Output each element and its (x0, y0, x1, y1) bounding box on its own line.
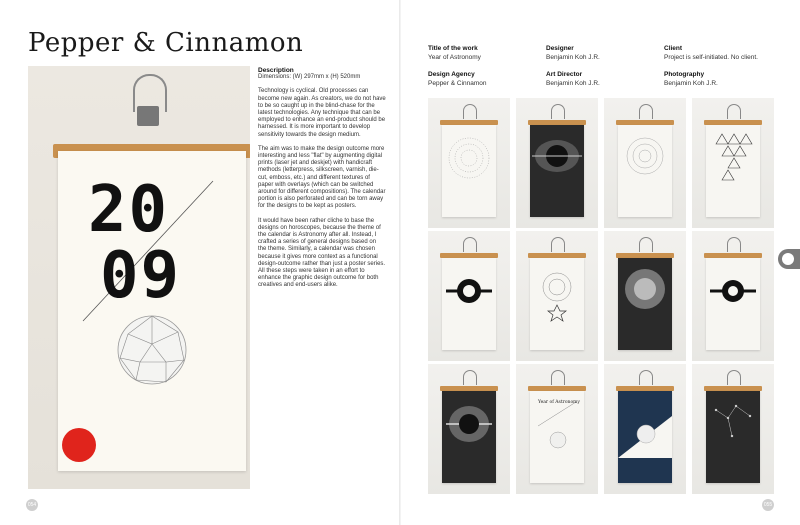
meta-photography (664, 70, 718, 88)
hanger-hook-icon (551, 104, 565, 119)
year-of-astronomy-cover (530, 396, 584, 458)
ringed-planet-art (442, 263, 496, 325)
poster-thumbnail (516, 98, 598, 228)
meta-label: Photography (664, 71, 705, 78)
hanger-hook-icon (463, 370, 477, 385)
page-title: Pepper & Cinnamon (28, 28, 304, 58)
hanger-hook-icon (551, 237, 565, 252)
hanger-hook-icon (727, 237, 741, 252)
hanger-hook-icon (727, 104, 741, 119)
geodesic-sphere-icon (116, 314, 188, 386)
year-digits-bottom: 09 (100, 239, 182, 313)
meta-client (664, 44, 758, 62)
meta-label: Designer (546, 45, 574, 52)
poster-thumbnail (428, 231, 510, 361)
description-paragraph: It would have been rather cliche to base the designs on horoscopes, because the theme of the calendar is Astronomy after all. Instead, I crafted a series of general designs based on the theme. Similarly, a calendar was chosen because it gives more context as a functional design-outcome rather than just a poster series. All these steps were taken in an effort to enhance the graphic design outcome for both creatives and end-users alike. (258, 217, 386, 289)
year-digits-top: 20 (88, 173, 170, 247)
poster-thumbnail (604, 98, 686, 228)
dimensions-text: Dimensions: (W) 297mm x (H) 520mm (258, 74, 361, 81)
meta-agency (428, 70, 487, 88)
meta-art-director (546, 70, 600, 88)
hanger-hook-icon (463, 104, 477, 119)
description-paragraph: The aim was to make the design outcome more interesting and less "flat" by augmenting digital prints (laser jet and deskjet) with handicraft methods (letterpress, silkscreen, varnish, die-cut, emboss, etc.) and different textures of paper with overlays (which can be switched around for different compositions). The calendar portion is also perforated and can be torn away for the designs to be kept as posters. (258, 145, 386, 210)
meta-value: Benjamin Koh J.R. (546, 54, 600, 61)
hanger-hook-icon (639, 237, 653, 252)
poster-thumbnail (692, 231, 774, 361)
dark-planet-art (530, 130, 584, 192)
poster-thumbnail (516, 364, 598, 494)
star-orbit-art (530, 263, 584, 325)
meta-title (428, 44, 481, 62)
description-paragraph: Technology is cyclical. Old processes can become new again. As creators, we do not have to be so caught up in the blind-chase for the latest technologies. Any technique that can be employed to enhance an end-product should be harnessed. It is more important to develop sensitivity towards the design medium. (258, 88, 386, 138)
description-heading: Description (258, 67, 294, 74)
hanger-hook-icon (727, 370, 741, 385)
constellation-art (706, 396, 760, 458)
hanger-hook-icon (639, 104, 653, 119)
hanger-hook-icon (551, 370, 565, 385)
poster-caption: Year of Astronomy (538, 400, 580, 405)
glow-art (618, 263, 672, 325)
poster-grid (428, 98, 773, 494)
meta-label: Title of the work (428, 45, 478, 52)
hero-photo (28, 66, 250, 489)
meta-label: Client (664, 45, 683, 52)
meta-label: Art Director (546, 71, 583, 78)
poster-thumbnail (428, 98, 510, 228)
dotted-orbit-art (442, 130, 496, 192)
meta-value: Year of Astronomy (428, 54, 481, 61)
section-tab (778, 249, 800, 269)
poster-thumbnail (692, 98, 774, 228)
meta-value: Benjamin Koh J.R. (664, 80, 718, 87)
description-column (258, 67, 386, 297)
meta-designer (546, 44, 600, 62)
meta-value: Pepper & Cinnamon (428, 80, 487, 87)
page-gutter (399, 0, 401, 525)
meta-value: Project is self-initiated. No client. (664, 54, 758, 61)
hanger-hook-icon (639, 370, 653, 385)
dark-ring-art (442, 396, 496, 458)
red-sun-dot (62, 428, 96, 462)
meta-label: Design Agency (428, 71, 475, 78)
spiral-art (618, 130, 672, 192)
poster-thumbnail (516, 231, 598, 361)
hanger-clip-icon (137, 106, 159, 126)
page-number-left: 054 (26, 499, 38, 511)
saturn-art (706, 263, 760, 325)
moon-art (618, 396, 672, 458)
poster-thumbnail (428, 364, 510, 494)
hanger-hook-icon (463, 237, 477, 252)
poster-thumbnail (604, 364, 686, 494)
page-number-right: 055 (762, 499, 774, 511)
tab-circle-icon (782, 253, 794, 265)
poster-thumbnail (604, 231, 686, 361)
triangle-pattern-art (706, 130, 760, 192)
meta-value: Benjamin Koh J.R. (546, 80, 600, 87)
poster-thumbnail (692, 364, 774, 494)
